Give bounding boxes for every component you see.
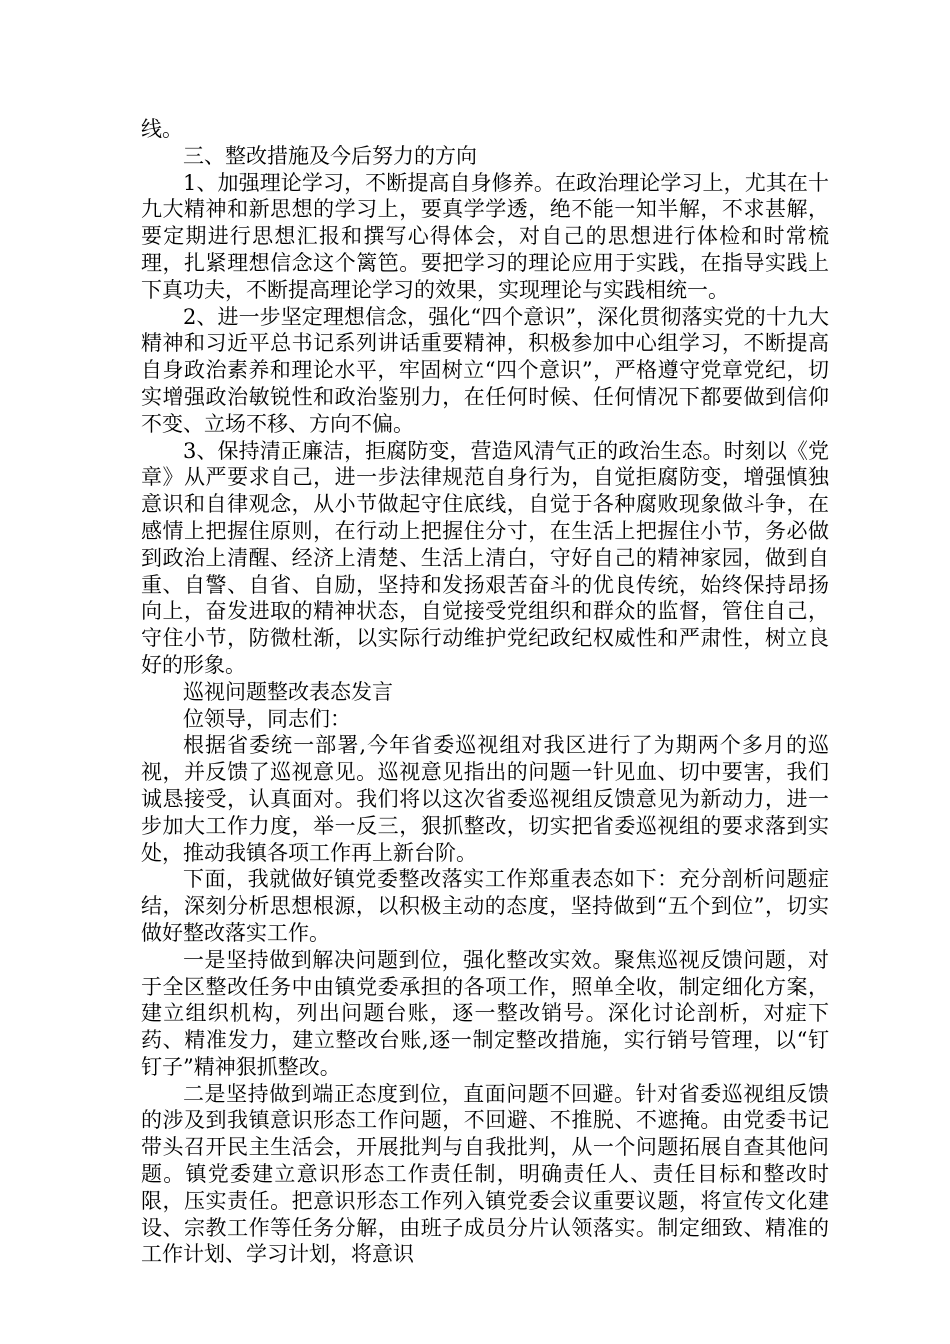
paragraph-theory-study: 1、加强理论学习，不断提高自身修养。在政治理论学习上，尤其在十九大精神和新思想的学习上，要真学学透，绝不能一知半解，不求甚解，要定期进行思想汇报和撰写心得体会，对自己的思想进行体检和时常梳理，扎紧理想信念这个篱笆。要把学习的理论应用于实践，在指导实践上下真功夫，不断提高理论学习的效果，实现理论与实践相统一。 xyxy=(141,170,829,302)
speech-title: 巡视问题整改表态发言 xyxy=(183,679,393,704)
section-heading-rectification-measures: 三、整改措施及今后努力的方向 xyxy=(183,143,477,168)
document-page xyxy=(141,116,829,1268)
paragraph-inspection-background: 根据省委统一部署,今年省委巡视组对我区进行了为期两个多月的巡视，并反馈了巡视意见。巡视意见指出的问题一针见血、切中要害，我们诚恳接受，认真面对。我们将以这次省委巡视组反馈意见为新动力，进一步加大工作力度，举一反三，狠抓整改，切实把省委巡视组的要求落到实处，推动我镇各项工作再上新台阶。 xyxy=(141,733,829,865)
paragraph-ideals-beliefs: 2、进一步坚定理想信念，强化“四个意识”，深化贯彻落实党的十九大精神和习近平总书记系列讲话重要精神，积极参加中心组学习，不断提高自身政治素养和理论水平，牢固树立“四个意识”，严格遵守党章党纪，切实增强政治敏锐性和政治鉴别力，在任何时候、任何情况下都要做到信仰不变、立场不移、方向不偏。 xyxy=(141,304,829,436)
paragraph-continuation: 线。 xyxy=(141,117,183,141)
salutation: 位领导，同志们： xyxy=(183,706,351,731)
paragraph-statement-intro: 下面，我就做好镇党委整改落实工作郑重表态如下：充分剖析问题症结，深刻分析思想根源，以积极主动的态度，坚持做到“五个到位”，切实做好整改落实工作。 xyxy=(141,867,829,945)
paragraph-integrity: 3、保持清正廉洁，拒腐防变，营造风清气正的政治生态。时刻以《党章》从严要求自己，进一步法律规范自身行为，自觉拒腐防变，增强慎独意识和自律观念，从小节做起守住底线，自觉于各种腐败现象做斗争，在感情上把握住原则，在行动上把握住分寸，在生活上把握住小节，务必做到政治上清醒、经济上清楚、生活上清白，守好自己的精神家园，做到自重、自警、自省、自励，坚持和发扬艰苦奋斗的优良传统，始终保持昂扬向上，奋发进取的精神状态，自觉接受党组织和群众的监督，管住自己，守住小节，防微杜渐，以实际行动维护党纪政纪权威性和严肃性，树立良好的形象。 xyxy=(141,438,829,677)
paragraph-point-one: 一是坚持做到解决问题到位，强化整改实效。聚焦巡视反馈问题，对于全区整改任务中由镇党委承担的各项工作，照单全收，制定细化方案，建立组织机构，列出问题台账，逐一整改销号。深化讨论剖析，对症下药、精准发力，建立整改台账,逐一制定整改措施，实行销号管理，以“钉钉子”精神狠抓整改。 xyxy=(141,947,829,1079)
paragraph-point-two: 二是坚持做到端正态度到位，直面问题不回避。针对省委巡视组反馈的涉及到我镇意识形态工作问题，不回避、不推脱、不遮掩。由党委书记带头召开民主生活会，开展批判与自我批判，从一个问题拓展自查其他问题。镇党委建立意识形态工作责任制，明确责任人、责任目标和整改时限，压实责任。把意识形态工作列入镇党委会议重要议题，将宣传文化建设、宗教工作等任务分解，由班子成员分片认领落实。制定细致、精准的工作计划、学习计划，将意识 xyxy=(141,1081,829,1267)
